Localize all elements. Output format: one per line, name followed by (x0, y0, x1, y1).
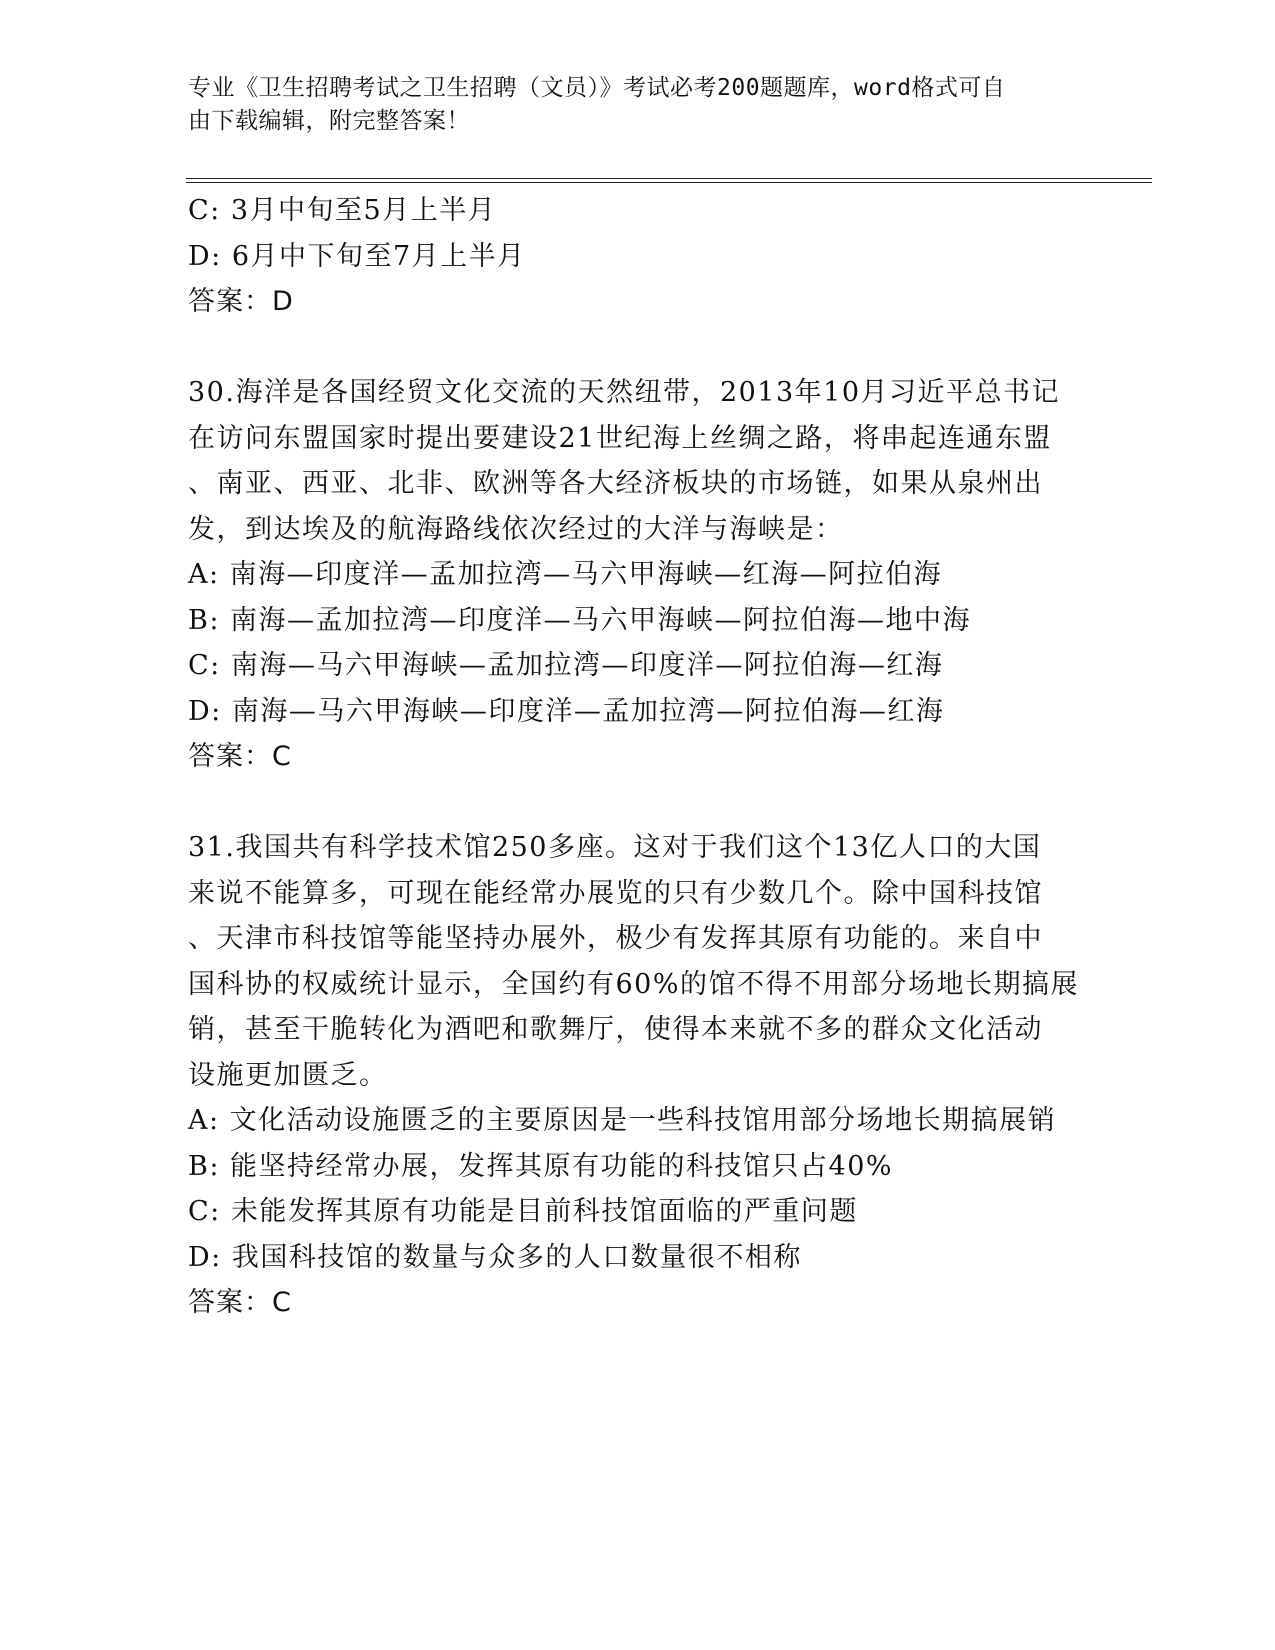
header-double-rule (186, 178, 1152, 183)
q30-stem-line: 在访问东盟国家时提出要建设21世纪海上丝绸之路，将串起连通东盟 (188, 422, 1052, 454)
header-line-1: 专业《卫生招聘考试之卫生招聘（文员）》考试必考200题题库，word格式可自 (188, 75, 1006, 101)
spacer (188, 780, 1088, 826)
question-31 (188, 825, 1088, 1326)
q31-stem-line: 销，甚至干脆转化为酒吧和歌舞厅，使得本来就不多的群众文化活动 (188, 1014, 1043, 1045)
q29-option-d: D: 6月中下旬至7月上半月 (188, 240, 526, 272)
question-content (188, 188, 1088, 1326)
q30-option-a: A: 南海—印度洋—孟加拉湾—马六甲海峡—红海—阿拉伯海 (188, 559, 943, 590)
q31-option-c: C: 未能发挥其原有功能是目前科技馆面临的严重问题 (188, 1196, 858, 1227)
q31-stem-line: 国科协的权威统计显示，全国约有60%的馆不得不用部分场地长期搞展 (188, 968, 1080, 1000)
q31-answer: 答案：C (188, 1287, 292, 1318)
q31-option-a: A: 文化活动设施匮乏的主要原因是一些科技馆用部分场地长期搞展销 (188, 1105, 1057, 1136)
question-30 (188, 370, 1088, 780)
q30-stem-line: 发，到达埃及的航海路线依次经过的大洋与海峡是： (188, 513, 844, 545)
page-header (188, 72, 1088, 138)
q30-option-d: D: 南海—马六甲海峡—印度洋—孟加拉湾—阿拉伯海—红海 (188, 695, 945, 727)
q31-option-b: B: 能坚持经常办展，发挥其原有功能的科技馆只占40% (188, 1150, 894, 1182)
q31-stem-line: 31.我国共有科学技术馆250多座。这对于我们这个13亿人口的大国 (188, 832, 1042, 863)
q30-stem-line: 、南亚、西亚、北非、欧洲等各大经济板块的市场链，如果从泉州出 (188, 468, 1043, 499)
q31-stem-line: 来说不能算多，可现在能经常办展览的只有少数几个。除中国科技馆 (188, 877, 1043, 909)
header-line-2: 由下载编辑，附完整答案！ (188, 108, 470, 134)
q29-answer: 答案：D (188, 286, 294, 317)
q31-stem-line: 、天津市科技馆等能坚持办展外，极少有发挥其原有功能的。来自中 (188, 923, 1043, 954)
q30-answer: 答案：C (188, 741, 292, 772)
q29-option-c: C: 3月中旬至5月上半月 (188, 195, 497, 226)
q31-stem-line: 设施更加匮乏。 (188, 1059, 388, 1091)
q30-stem-line: 30.海洋是各国经贸文化交流的天然纽带，2013年10月习近平总书记 (188, 377, 1061, 408)
spacer (188, 325, 1088, 371)
q30-option-c: C: 南海—马六甲海峡—孟加拉湾—印度洋—阿拉伯海—红海 (188, 650, 944, 681)
question-29-tail (188, 188, 1088, 325)
q31-option-d: D: 我国科技馆的数量与众多的人口数量很不相称 (188, 1241, 802, 1273)
q30-option-b: B: 南海—孟加拉湾—印度洋—马六甲海峡—阿拉伯海—地中海 (188, 604, 972, 636)
